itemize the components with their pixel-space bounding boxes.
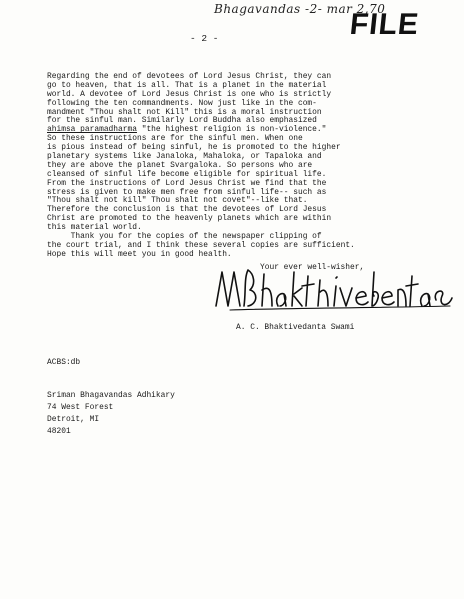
closing-salutation: Your ever well-wisher,	[260, 263, 365, 272]
body-line: they are above the planet Svargaloka. So persons who are	[47, 160, 313, 170]
body-line: Hope this will meet you in good health.	[47, 249, 232, 259]
address-line: 48201	[47, 427, 71, 436]
body-line: world. A devotee of Lord Jesus Christ is one who is strictly	[47, 89, 332, 99]
address-line: 74 West Forest	[47, 403, 114, 412]
body-line: for the sinful man. Similarly Lord Buddha also emphasized	[47, 116, 317, 126]
body-line: this material world.	[47, 223, 142, 233]
body-line: Therefore the conclusion is that the devotees of Lord Jesus	[47, 205, 327, 215]
page-number: - 2 -	[190, 33, 219, 44]
body-line-tail: "the highest religion is non-violence."	[136, 125, 327, 135]
underlined-sanskrit-term: ahimsa paramadharma	[47, 125, 137, 135]
recipient-address	[47, 390, 175, 438]
body-line: From the instructions of Lord Jesus Christ we find that the	[47, 178, 327, 188]
body-line: mandment "Thou shalt not Kill" this is a moral instruction	[47, 107, 322, 117]
body-line: go to heaven, that is all. That is a planet in the material	[47, 80, 327, 90]
address-line: Detroit, MI	[47, 415, 100, 424]
body-line: So these instructions are for the sinful men. When one	[47, 134, 303, 144]
body-line: following the ten commandments. Now just like in the com-	[47, 98, 317, 108]
body-line: stress is given to make men free from sinful life-- such as	[47, 187, 327, 197]
body-line: Regarding the end of devotees of Lord Jesus Christ, they can	[47, 72, 332, 81]
signer-name: A. C. Bhaktivedanta Swami	[236, 323, 355, 332]
body-line: Christ are promoted to the heavenly planets which are within	[47, 214, 332, 224]
letter-body	[47, 73, 427, 260]
body-line: the court trial, and I think these several copies are sufficient.	[47, 240, 355, 250]
body-line: planetary systems like Janaloka, Mahaloka, or Tapaloka and	[47, 152, 322, 162]
body-line: "Thou shalt not kill" Thou shalt not covet"--like that.	[47, 196, 308, 206]
handwritten-header-note: Bhagavandas -2- mar 2,70	[214, 2, 386, 16]
reference-initials: ACBS:db	[47, 358, 81, 367]
file-stamp: FILE	[348, 8, 421, 41]
body-line: is pious instead of being sinful, he is promoted to the higher	[47, 143, 341, 153]
body-line: Thank you for the copies of the newspaper clipping of	[47, 232, 322, 242]
address-line: Sriman Bhagavandas Adhikary	[47, 391, 175, 400]
body-line: cleansed of sinful life become eligible for spiritual life.	[47, 169, 327, 179]
